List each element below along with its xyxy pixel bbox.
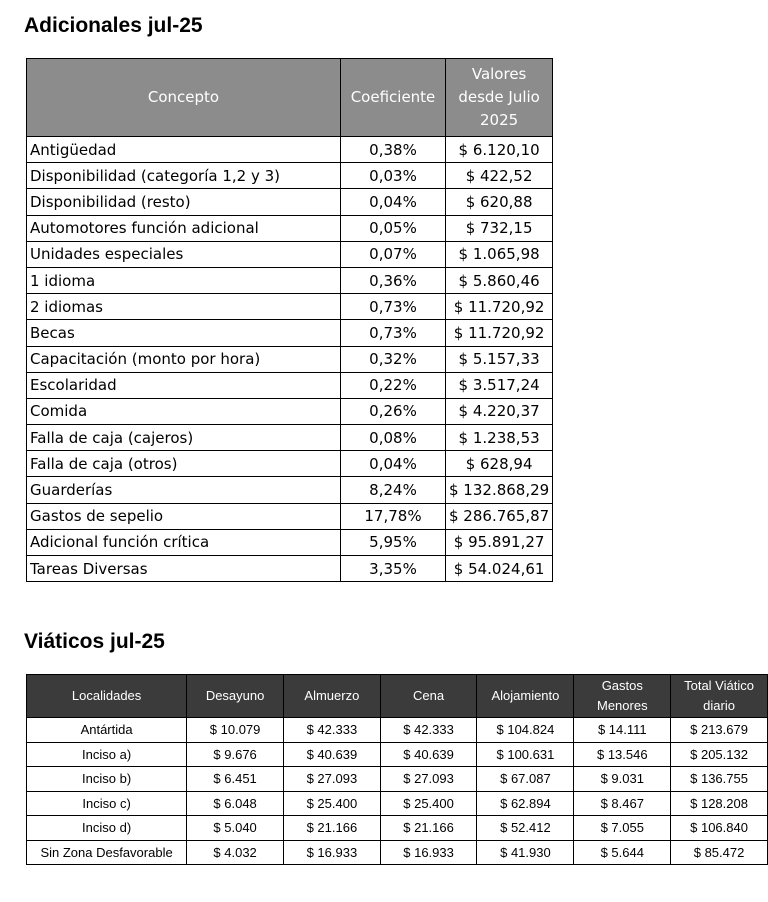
cell-gastos-menores: $ 9.031 (574, 767, 671, 792)
header-gastos-line2: Menores (597, 698, 648, 713)
cell-valor: $ 54.024,61 (446, 556, 553, 582)
cell-valor: $ 286.765,87 (446, 503, 553, 529)
cell-concepto: Escolaridad (27, 372, 341, 398)
cell-valor: $ 3.517,24 (446, 372, 553, 398)
viaticos-table (26, 674, 768, 865)
header-gastos-menores (574, 675, 671, 718)
table-row (27, 556, 553, 582)
cell-valor: $ 620,88 (446, 189, 553, 215)
table-row (27, 163, 553, 189)
header-valores-line2: desde Julio (458, 88, 540, 106)
cell-coeficiente: 17,78% (341, 503, 446, 529)
cell-cena: $ 16.933 (380, 840, 477, 865)
table-row (27, 267, 553, 293)
cell-cena: $ 42.333 (380, 718, 477, 743)
cell-concepto: Tareas Diversas (27, 556, 341, 582)
cell-concepto: Unidades especiales (27, 241, 341, 267)
cell-localidad: Inciso c) (27, 791, 187, 816)
header-total-line1: Total Viático (684, 678, 754, 693)
adicionales-body (27, 137, 553, 582)
cell-valor: $ 4.220,37 (446, 398, 553, 424)
cell-coeficiente: 0,03% (341, 163, 446, 189)
cell-valor: $ 628,94 (446, 451, 553, 477)
cell-valor: $ 5.157,33 (446, 346, 553, 372)
cell-coeficiente: 8,24% (341, 477, 446, 503)
cell-valor: $ 732,15 (446, 215, 553, 241)
table-row (27, 372, 553, 398)
cell-concepto: Antigüedad (27, 137, 341, 163)
cell-gastos-menores: $ 14.111 (574, 718, 671, 743)
header-valores-line1: Valores (471, 65, 527, 83)
cell-localidad: Inciso d) (27, 816, 187, 841)
cell-concepto: Comida (27, 398, 341, 424)
cell-alojamiento: $ 104.824 (477, 718, 574, 743)
table-row (27, 425, 553, 451)
cell-concepto: Falla de caja (otros) (27, 451, 341, 477)
cell-alojamiento: $ 67.087 (477, 767, 574, 792)
cell-valor: $ 1.065,98 (446, 241, 553, 267)
cell-valor: $ 5.860,46 (446, 267, 553, 293)
cell-coeficiente: 0,07% (341, 241, 446, 267)
cell-coeficiente: 0,36% (341, 267, 446, 293)
cell-almuerzo: $ 42.333 (284, 718, 381, 743)
cell-localidad: Antártida (27, 718, 187, 743)
cell-cena: $ 25.400 (380, 791, 477, 816)
header-gastos-line1: Gastos (601, 678, 643, 693)
cell-almuerzo: $ 25.400 (284, 791, 381, 816)
cell-cena: $ 27.093 (380, 767, 477, 792)
cell-desayuno: $ 6.451 (187, 767, 284, 792)
cell-gastos-menores: $ 8.467 (574, 791, 671, 816)
cell-total: $ 106.840 (671, 816, 768, 841)
cell-total: $ 213.679 (671, 718, 768, 743)
cell-gastos-menores: $ 7.055 (574, 816, 671, 841)
cell-valor: $ 132.868,29 (446, 477, 553, 503)
table-row (27, 451, 553, 477)
table-row (27, 840, 768, 865)
table-row (27, 767, 768, 792)
table-row (27, 816, 768, 841)
adicionales-title: Adicionales jul-25 (24, 14, 203, 37)
cell-coeficiente: 0,22% (341, 372, 446, 398)
cell-almuerzo: $ 21.166 (284, 816, 381, 841)
cell-desayuno: $ 4.032 (187, 840, 284, 865)
cell-valor: $ 6.120,10 (446, 137, 553, 163)
cell-coeficiente: 0,04% (341, 451, 446, 477)
cell-desayuno: $ 6.048 (187, 791, 284, 816)
cell-concepto: Falla de caja (cajeros) (27, 425, 341, 451)
cell-alojamiento: $ 52.412 (477, 816, 574, 841)
table-row (27, 718, 768, 743)
adicionales-table (26, 58, 553, 582)
cell-cena: $ 21.166 (380, 816, 477, 841)
cell-cena: $ 40.639 (380, 742, 477, 767)
cell-concepto: Capacitación (monto por hora) (27, 346, 341, 372)
cell-valor: $ 422,52 (446, 163, 553, 189)
cell-coeficiente: 0,38% (341, 137, 446, 163)
cell-almuerzo: $ 40.639 (284, 742, 381, 767)
table-row (27, 398, 553, 424)
table-row (27, 189, 553, 215)
table-row (27, 477, 553, 503)
cell-coeficiente: 0,08% (341, 425, 446, 451)
cell-concepto: Disponibilidad (categoría 1,2 y 3) (27, 163, 341, 189)
cell-desayuno: $ 5.040 (187, 816, 284, 841)
table-row (27, 241, 553, 267)
cell-coeficiente: 0,04% (341, 189, 446, 215)
cell-concepto: Becas (27, 320, 341, 346)
cell-valor: $ 11.720,92 (446, 320, 553, 346)
header-alojamiento: Alojamiento (477, 675, 574, 718)
cell-gastos-menores: $ 5.644 (574, 840, 671, 865)
cell-alojamiento: $ 41.930 (477, 840, 574, 865)
cell-concepto: Adicional función crítica (27, 529, 341, 555)
table-row (27, 320, 553, 346)
cell-concepto: Gastos de sepelio (27, 503, 341, 529)
cell-coeficiente: 0,26% (341, 398, 446, 424)
header-valores (446, 59, 553, 137)
header-concepto: Concepto (27, 59, 341, 137)
table-row (27, 137, 553, 163)
viaticos-header-row (27, 675, 768, 718)
cell-alojamiento: $ 62.894 (477, 791, 574, 816)
cell-concepto: Guarderías (27, 477, 341, 503)
table-row (27, 742, 768, 767)
table-row (27, 346, 553, 372)
header-almuerzo: Almuerzo (284, 675, 381, 718)
cell-concepto: Disponibilidad (resto) (27, 189, 341, 215)
cell-total: $ 205.132 (671, 742, 768, 767)
table-row (27, 503, 553, 529)
cell-almuerzo: $ 16.933 (284, 840, 381, 865)
cell-coeficiente: 0,32% (341, 346, 446, 372)
cell-localidad: Inciso b) (27, 767, 187, 792)
cell-total: $ 136.755 (671, 767, 768, 792)
cell-localidad: Sin Zona Desfavorable (27, 840, 187, 865)
cell-alojamiento: $ 100.631 (477, 742, 574, 767)
cell-concepto: Automotores función adicional (27, 215, 341, 241)
table-row (27, 294, 553, 320)
cell-valor: $ 1.238,53 (446, 425, 553, 451)
cell-almuerzo: $ 27.093 (284, 767, 381, 792)
cell-valor: $ 95.891,27 (446, 529, 553, 555)
cell-coeficiente: 5,95% (341, 529, 446, 555)
cell-gastos-menores: $ 13.546 (574, 742, 671, 767)
table-row (27, 215, 553, 241)
cell-coeficiente: 0,73% (341, 294, 446, 320)
cell-concepto: 1 idioma (27, 267, 341, 293)
cell-desayuno: $ 10.079 (187, 718, 284, 743)
cell-localidad: Inciso a) (27, 742, 187, 767)
cell-total: $ 128.208 (671, 791, 768, 816)
viaticos-title: Viáticos jul-25 (24, 630, 165, 653)
cell-concepto: 2 idiomas (27, 294, 341, 320)
cell-valor: $ 11.720,92 (446, 294, 553, 320)
header-valores-line3: 2025 (480, 111, 519, 129)
table-row (27, 529, 553, 555)
header-coeficiente: Coeficiente (341, 59, 446, 137)
header-total-line2: diario (703, 698, 735, 713)
cell-desayuno: $ 9.676 (187, 742, 284, 767)
header-cena: Cena (380, 675, 477, 718)
table-row (27, 791, 768, 816)
adicionales-header-row (27, 59, 553, 137)
viaticos-body (27, 718, 768, 865)
header-desayuno: Desayuno (187, 675, 284, 718)
header-localidades: Localidades (27, 675, 187, 718)
cell-total: $ 85.472 (671, 840, 768, 865)
cell-coeficiente: 0,73% (341, 320, 446, 346)
header-total-viatico (671, 675, 768, 718)
cell-coeficiente: 3,35% (341, 556, 446, 582)
cell-coeficiente: 0,05% (341, 215, 446, 241)
